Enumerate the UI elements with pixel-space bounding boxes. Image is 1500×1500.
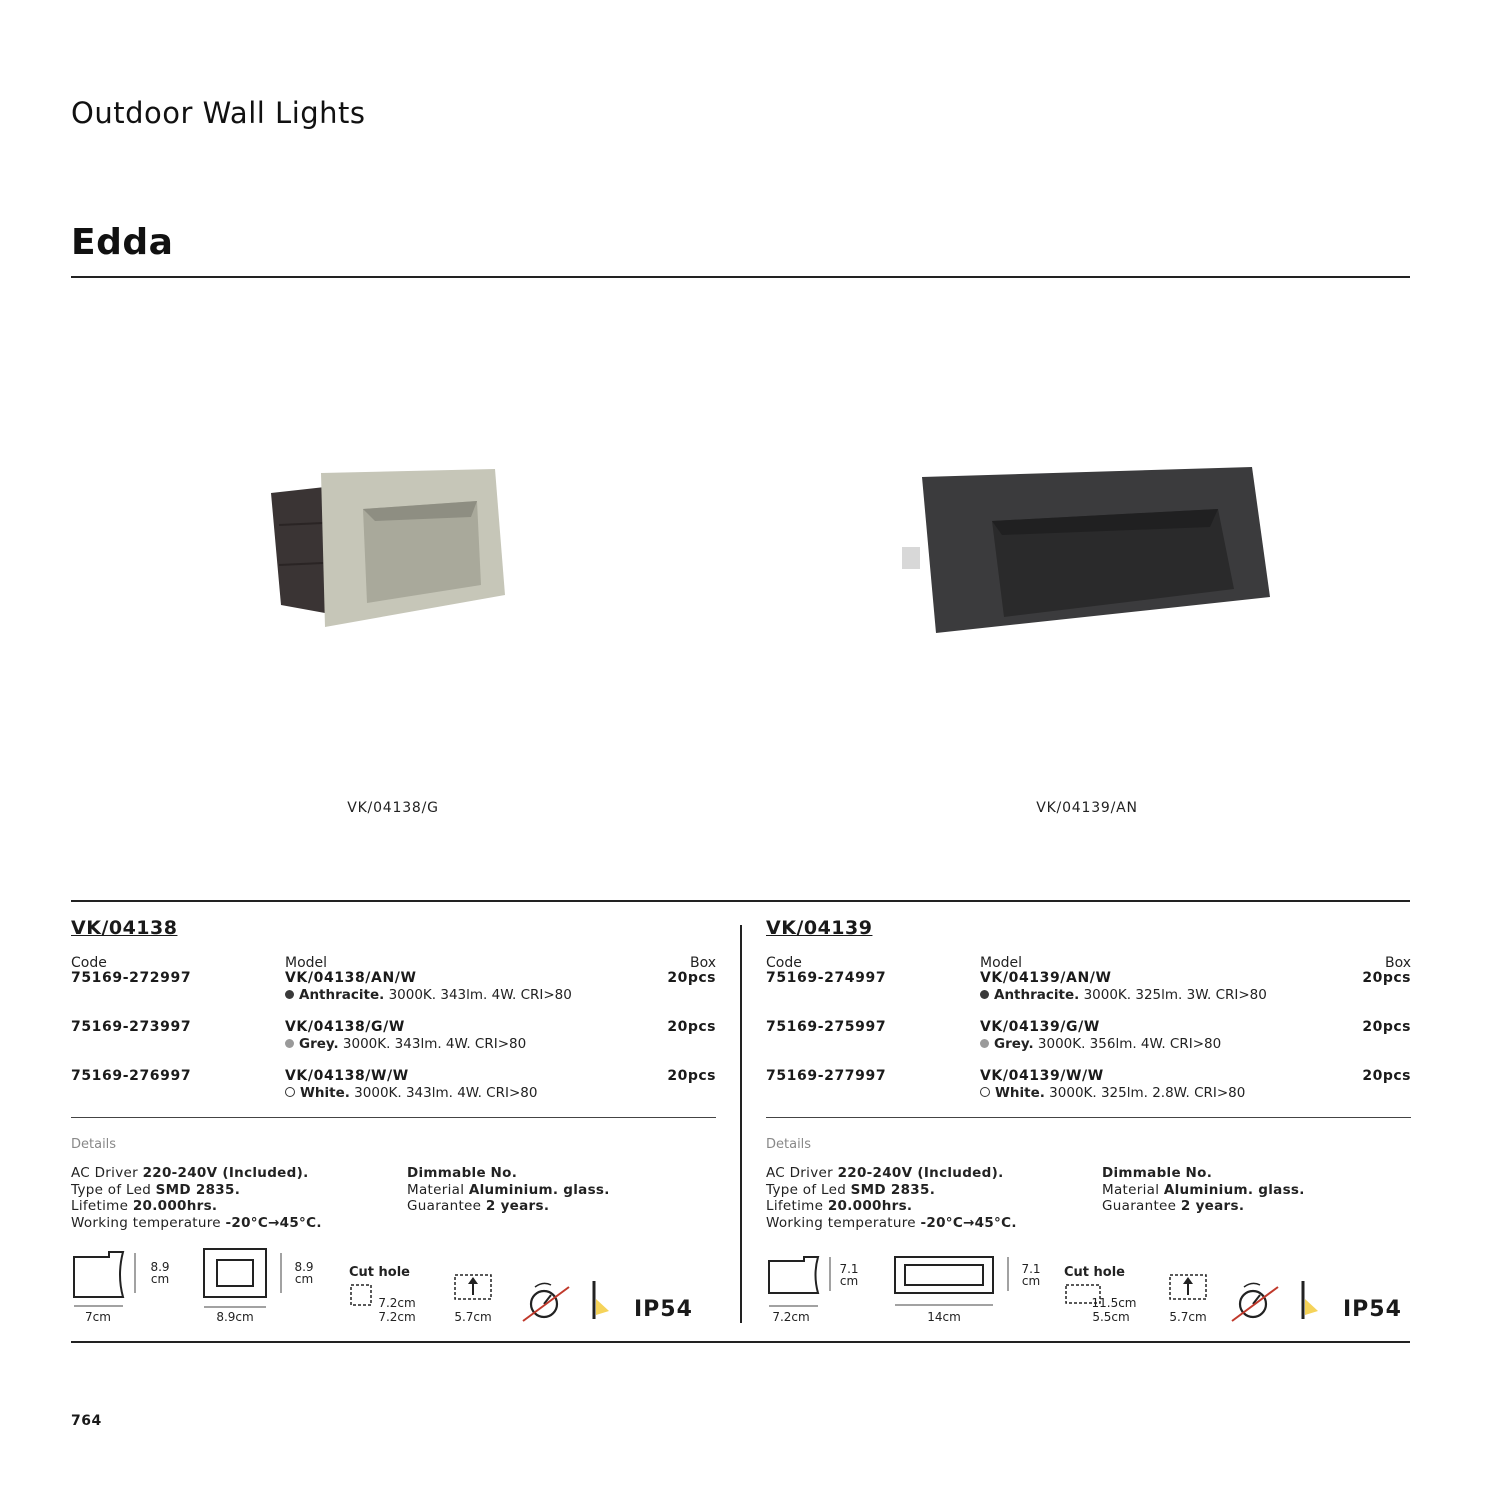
table-row xyxy=(71,1019,716,1059)
depth-label: 5.7cm xyxy=(1169,1310,1207,1324)
model-description xyxy=(285,987,572,1003)
table-row xyxy=(71,1068,716,1108)
column-header-model: Model xyxy=(980,955,1023,971)
finish-name: White. xyxy=(995,1085,1045,1101)
box-quantity: 20pcs xyxy=(1362,1019,1411,1035)
cut-hole-title: Cut hole xyxy=(349,1265,410,1280)
product-photo-rect-anthracite xyxy=(900,465,1280,637)
grey-swatch-icon xyxy=(980,1039,989,1048)
model-number: VK/04139/AN/W xyxy=(980,970,1112,986)
anthracite-swatch-icon xyxy=(285,990,294,999)
model-specs: 3000K. 325lm. 3W. CRI>80 xyxy=(1083,987,1267,1003)
side-height-label: 7.1 cm xyxy=(839,1262,859,1288)
model-specs: 3000K. 343lm. 4W. CRI>80 xyxy=(388,987,572,1003)
anthracite-swatch-icon xyxy=(980,990,989,999)
cut-hole-size-b: 7.2cm xyxy=(378,1310,416,1324)
model-number: VK/04139/G/W xyxy=(980,1019,1100,1035)
front-view-icon xyxy=(893,1255,997,1311)
spec-section-vk04139 xyxy=(766,905,1411,1330)
column-header-code: Code xyxy=(766,955,802,971)
white-swatch-icon xyxy=(285,1087,295,1097)
front-height-label: 7.1 cm xyxy=(1021,1262,1041,1288)
finish-name: Anthracite. xyxy=(299,987,385,1003)
title-divider xyxy=(71,276,1410,278)
table-row xyxy=(766,1068,1411,1108)
model-number: VK/04138/G/W xyxy=(285,1019,405,1035)
height-line-icon xyxy=(1006,1257,1010,1291)
details-right-column: Dimmable No. Material Aluminium. glass. Guarantee 2 years. xyxy=(1102,1165,1305,1214)
dimension-icons xyxy=(766,1245,1411,1325)
column-header-box: Box xyxy=(1384,955,1411,971)
grey-swatch-icon xyxy=(285,1039,294,1048)
model-specs: 3000K. 356lm. 4W. CRI>80 xyxy=(1037,1036,1222,1052)
section-divider xyxy=(740,925,742,1323)
section-title: VK/04138 xyxy=(71,917,178,939)
model-number: VK/04138/AN/W xyxy=(285,970,417,986)
depth-label: 5.7cm xyxy=(454,1310,492,1324)
side-height-label: 8.9 cm xyxy=(150,1260,170,1286)
page-number: 764 xyxy=(71,1413,102,1429)
column-header-box: Box xyxy=(689,955,716,971)
height-line-icon xyxy=(279,1253,283,1293)
spec-top-divider xyxy=(71,900,1410,902)
box-quantity: 20pcs xyxy=(667,1068,716,1084)
side-width-label: 7cm xyxy=(85,1310,111,1324)
column-header-model: Model xyxy=(285,955,328,971)
box-quantity: 20pcs xyxy=(1362,970,1411,986)
not-dimmable-icon xyxy=(521,1279,571,1323)
front-width-label: 14cm xyxy=(927,1310,961,1324)
light-direction-icon xyxy=(1300,1279,1324,1323)
section-title: VK/04139 xyxy=(766,917,873,939)
product-code: 75169-272997 xyxy=(71,970,192,986)
ip-rating: IP54 xyxy=(634,1297,693,1322)
finish-name: Grey. xyxy=(994,1036,1034,1052)
photo-label-vk04138: VK/04138/G xyxy=(347,800,439,816)
product-code: 75169-276997 xyxy=(71,1068,192,1084)
not-dimmable-icon xyxy=(1230,1279,1280,1323)
side-width-label: 7.2cm xyxy=(772,1310,810,1324)
model-description xyxy=(285,1085,537,1101)
cut-hole-icon xyxy=(349,1283,373,1309)
front-view-icon xyxy=(202,1247,270,1311)
model-description xyxy=(980,1085,1245,1101)
photo-label-vk04139: VK/04139/AN xyxy=(1036,800,1138,816)
dimension-icons xyxy=(71,1245,716,1325)
product-code: 75169-273997 xyxy=(71,1019,192,1035)
light-direction-icon xyxy=(591,1279,615,1323)
model-description xyxy=(285,1036,526,1052)
details-right-column: Dimmable No. Material Aluminium. glass. Guarantee 2 years. xyxy=(407,1165,610,1214)
box-quantity: 20pcs xyxy=(667,1019,716,1035)
depth-arrow-icon xyxy=(453,1273,493,1303)
box-quantity: 20pcs xyxy=(667,970,716,986)
model-specs: 3000K. 343lm. 4W. CRI>80 xyxy=(342,1036,527,1052)
model-number: VK/04138/W/W xyxy=(285,1068,409,1084)
height-line-icon xyxy=(133,1253,137,1293)
finish-name: Grey. xyxy=(299,1036,339,1052)
details-divider xyxy=(71,1117,716,1118)
model-number: VK/04139/W/W xyxy=(980,1068,1104,1084)
front-width-label: 8.9cm xyxy=(216,1310,254,1324)
product-code: 75169-277997 xyxy=(766,1068,887,1084)
depth-arrow-icon xyxy=(1168,1273,1208,1303)
front-height-label: 8.9 cm xyxy=(294,1260,314,1286)
table-row xyxy=(71,970,716,1010)
details-label: Details xyxy=(71,1137,117,1152)
cut-hole-size-b: 5.5cm xyxy=(1092,1310,1130,1324)
model-specs: 3000K. 325lm. 2.8W. CRI>80 xyxy=(1049,1085,1246,1101)
table-row xyxy=(766,970,1411,1010)
model-description xyxy=(980,987,1267,1003)
cut-hole-size-a: 7.2cm xyxy=(378,1296,416,1310)
details-left-column: AC Driver 220-240V (Included). Type of Led SMD 2835. Lifetime 20.000hrs. Working temperature -20°C→45°C. xyxy=(71,1165,322,1231)
side-profile-icon xyxy=(766,1255,822,1309)
cut-hole-title: Cut hole xyxy=(1064,1265,1125,1280)
finish-name: White. xyxy=(300,1085,350,1101)
cut-hole-size-a: 11.5cm xyxy=(1091,1296,1137,1310)
product-code: 75169-274997 xyxy=(766,970,887,986)
side-profile-icon xyxy=(71,1249,127,1309)
finish-name: Anthracite. xyxy=(994,987,1080,1003)
white-swatch-icon xyxy=(980,1087,990,1097)
details-label: Details xyxy=(766,1137,812,1152)
spec-bottom-divider xyxy=(71,1341,1410,1343)
model-description xyxy=(980,1036,1221,1052)
product-code: 75169-275997 xyxy=(766,1019,887,1035)
details-left-column: AC Driver 220-240V (Included). Type of Led SMD 2835. Lifetime 20.000hrs. Working temperature -20°C→45°C. xyxy=(766,1165,1017,1231)
column-header-code: Code xyxy=(71,955,107,971)
spec-section-vk04138 xyxy=(71,905,716,1330)
product-photo-square-grey xyxy=(265,465,535,635)
table-row xyxy=(766,1019,1411,1059)
box-quantity: 20pcs xyxy=(1362,1068,1411,1084)
category-title: Outdoor Wall Lights xyxy=(71,96,366,130)
ip-rating: IP54 xyxy=(1343,1297,1402,1322)
model-specs: 3000K. 343lm. 4W. CRI>80 xyxy=(354,1085,538,1101)
product-family-title: Edda xyxy=(71,222,174,263)
details-divider xyxy=(766,1117,1411,1118)
